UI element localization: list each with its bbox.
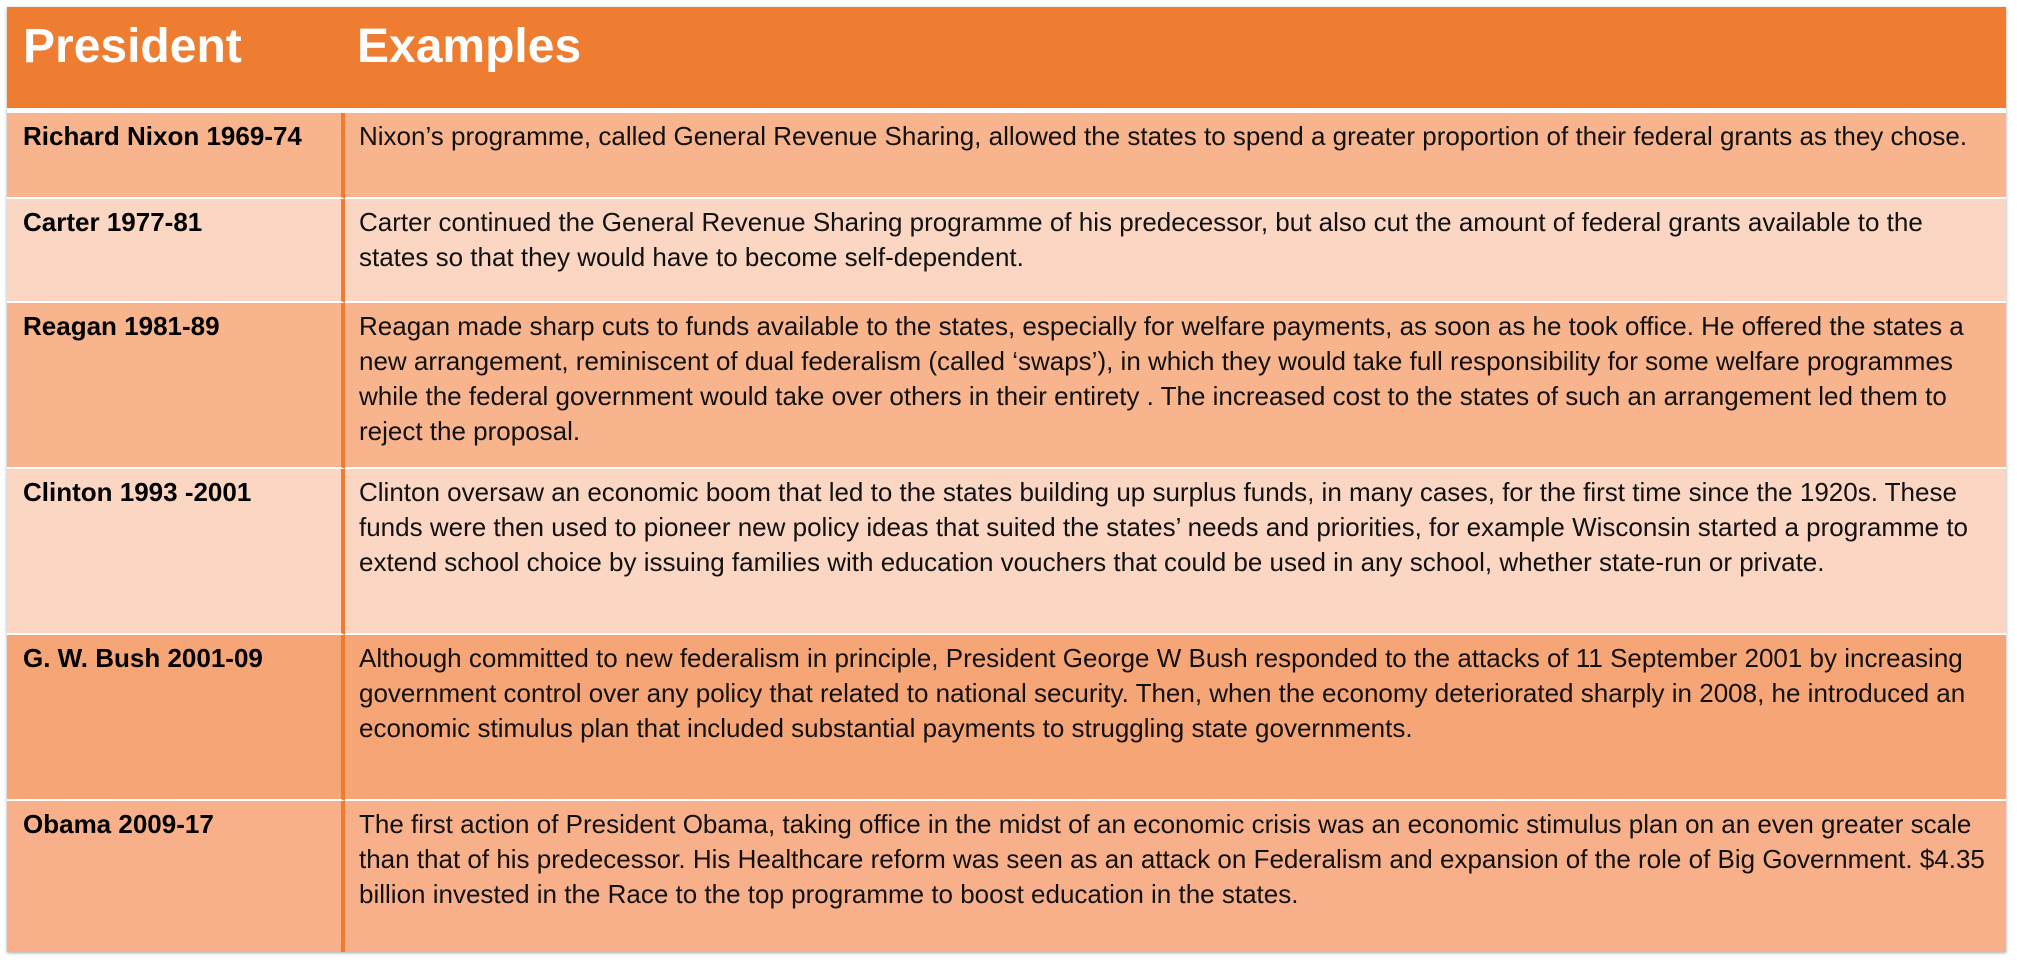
example-cell: Although committed to new federalism in principle, President George W Bush responded to the attacks of 11 September 2001 by increasing government control over any policy that related to national security. Then, when the economy deteriorated sharply in 2008, he introduced an economic stimulus plan that included substantial payments to struggling state governments. [345, 635, 2006, 801]
example-cell: Clinton oversaw an economic boom that led to the states building up surplus funds, in many cases, for the first time since the 1920s. These funds were then used to pioneer new policy ideas that suited the states’ needs and priorities, for example Wisconsin started a programme to extend school choice by issuing families with education vouchers that could be used in any school, whether state-run or private. [345, 469, 2006, 635]
president-cell: Carter 1977-81 [7, 199, 345, 303]
president-cell: Obama 2009-17 [7, 801, 345, 952]
president-cell: Richard Nixon 1969-74 [7, 113, 345, 199]
example-cell: Carter continued the General Revenue Sharing programme of his predecessor, but also cut the amount of federal grants available to the states so that they would have to become self-dependent. [345, 199, 2006, 303]
table-row [7, 199, 2006, 303]
example-cell: Nixon’s programme, called General Revenue Sharing, allowed the states to spend a greater proportion of their federal grants as they chose. [345, 113, 2006, 199]
president-cell: Reagan 1981-89 [7, 303, 345, 469]
example-cell: Reagan made sharp cuts to funds available to the states, especially for welfare payments, as soon as he took office. He offered the states a new arrangement, reminiscent of dual federalism (called ‘swaps’), in which they would take full responsibility for some welfare programmes while the federal government would take over others in their entirety . The increased cost to the states of such an arrangement led them to reject the proposal. [345, 303, 2006, 469]
president-cell: G. W. Bush 2001-09 [7, 635, 345, 801]
table-row [7, 113, 2006, 199]
president-cell: Clinton 1993 -2001 [7, 469, 345, 635]
table-row [7, 303, 2006, 469]
header-examples: Examples [345, 7, 2006, 113]
table-row [7, 801, 2006, 952]
example-cell: The first action of President Obama, taking office in the midst of an economic crisis was an economic stimulus plan on an even greater scale than that of his predecessor. His Healthcare reform was seen as an attack on Federalism and expansion of the role of Big Government. $4.35 billion invested in the Race to the top programme to boost education in the states. [345, 801, 2006, 952]
table-row [7, 635, 2006, 801]
header-president: President [7, 7, 345, 113]
table-row [7, 469, 2006, 635]
header-row [7, 7, 2006, 113]
presidents-table [7, 7, 2006, 952]
